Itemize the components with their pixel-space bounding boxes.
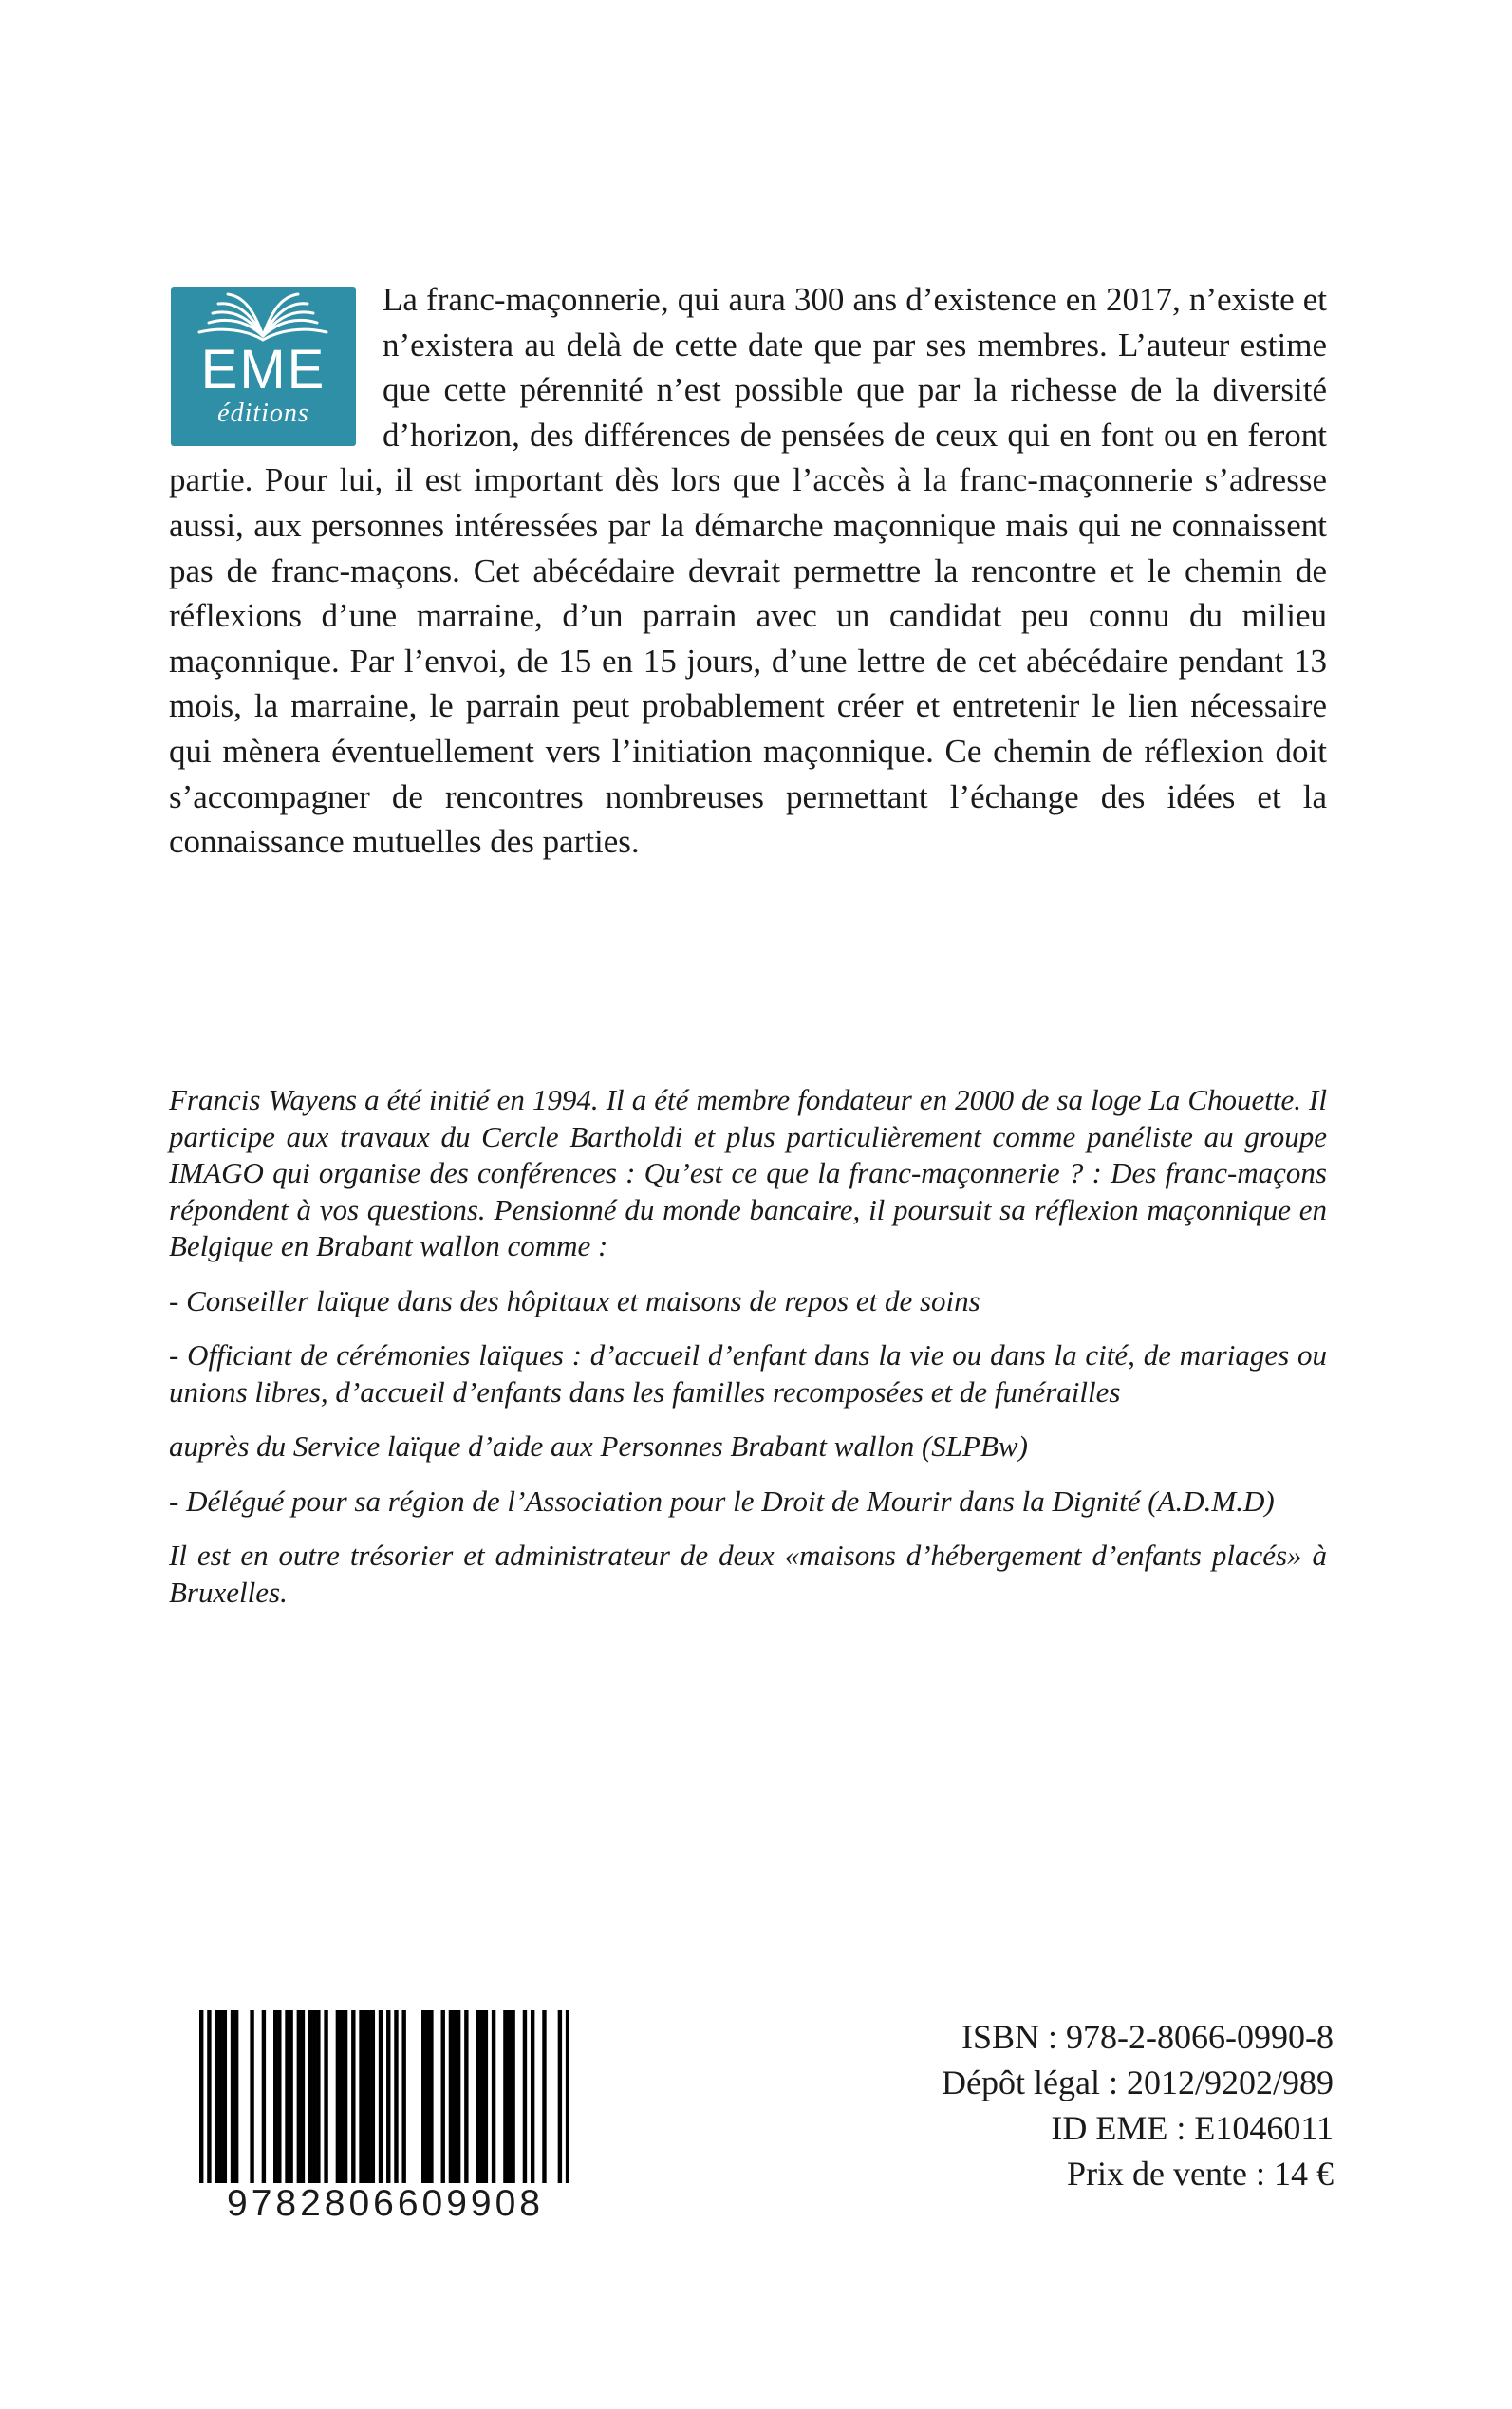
barcode-bar <box>453 2010 457 2183</box>
barcode-bars <box>199 2010 569 2183</box>
barcode-bar <box>336 2010 340 2183</box>
barcode-bar <box>379 2010 383 2183</box>
bio-paragraph: Francis Wayens a été initié en 1994. Il a été membre fondateur en 2000 de sa loge La Chouette. Il participe aux travaux du Cercle Bartholdi et plus particulièrement comme panéliste au groupe IMAGO qui organise des conférences : Qu’est ce que la franc-maçonnerie ? : Des franc-maçons répondent à vos questions. Pensionné du monde bancaire, il poursuit sa réflexion maçonnique en Belgique en Brabant wallon comme : <box>169 1083 1327 1262</box>
barcode-bar <box>480 2010 484 2183</box>
bio-paragraph: - Conseiller laïque dans des hôpitaux et maisons de repos et de soins <box>169 1283 980 1317</box>
barcode-bar <box>234 2010 238 2183</box>
barcode-bar <box>507 2010 511 2183</box>
bio-paragraph: - Délégué pour sa région de l’Association pour le Droit de Mourir dans la Dignité (A.D.M.D) <box>169 1484 1275 1518</box>
barcode-bar <box>421 2010 425 2183</box>
summary-paragraph: La franc-maçonnerie, qui aura 300 ans d’existence en 2017, n’existe et n’existera au delà de cette date que par ses membres. L’auteur estime que cette pérennité n’est possible que par la richesse de la diversité d’horizon, des différences de pensées de ceux qui en font ou en feront partie. Pour lui, il est important dès lors que l’accès à la franc-maçonnerie s’adresse aussi, aux personnes intéressées par la démarche maçonnique mais qui ne connaissent pas de franc-maçons. Cet abécédaire devrait permettre la rencontre et le chemin de réflexions d’une marraine, d’un parrain avec un candidat peu connu du milieu maçonnique. Par l’envoi, de 15 en 15 jours, d’une lettre de cet abécédaire pendant 13 mois, la marraine, le parrain peut probablement créer et entretenir le lien nécessaire qui mènera éventuellement vers l’initiation maçonnique. Ce chemin de réflexion doit s’accompagner de rencontres nombreuses permettant l’échange des idées et la connaissance mutuelles des parties. <box>169 281 1327 861</box>
bio-paragraph: auprès du Service laïque d’aide aux Personnes Brabant wallon (SLPBw) <box>169 1429 1028 1463</box>
barcode-bar <box>566 2010 569 2183</box>
barcode-bar <box>558 2010 562 2183</box>
barcode-bar <box>297 2010 301 2183</box>
barcode-bar <box>401 2010 405 2183</box>
barcode-bar <box>386 2010 390 2183</box>
barcode-bar <box>449 2010 453 2183</box>
barcode-bar <box>464 2010 468 2183</box>
barcode-bar <box>371 2010 375 2183</box>
barcode-bar <box>429 2010 433 2183</box>
barcode-bar <box>492 2010 495 2183</box>
barcode-bar <box>219 2010 223 2183</box>
barcode-bar <box>441 2010 445 2183</box>
barcode-bar <box>457 2010 460 2183</box>
barcode-bar <box>316 2010 320 2183</box>
barcode-bar <box>367 2010 371 2183</box>
barcode-bar <box>351 2010 355 2183</box>
author-biography <box>169 1082 1327 1629</box>
barcode-bar <box>199 2010 203 2183</box>
barcode-bar <box>223 2010 227 2183</box>
bio-paragraph: Il est en outre trésorier et administrateur de deux «maisons d’hébergement d’enfants placés» à Bruxelles. <box>169 1539 1327 1609</box>
barcode-bar <box>531 2010 534 2183</box>
isbn-line: ISBN : 978-2-8066-0990-8 <box>961 2018 1334 2056</box>
barcode-bar <box>285 2010 289 2183</box>
barcode-bar <box>425 2010 429 2183</box>
barcode-bar <box>476 2010 479 2183</box>
barcode-bar <box>289 2010 292 2183</box>
barcode-bar <box>363 2010 366 2183</box>
barcode-bar <box>207 2010 211 2183</box>
barcode-bar <box>542 2010 546 2183</box>
barcode-bar <box>262 2010 266 2183</box>
price-line: Prix de vente : 14 € <box>1067 2155 1334 2193</box>
barcode-bar <box>301 2010 305 2183</box>
logo-subtitle: éditions <box>217 399 309 428</box>
bio-paragraph: - Officiant de cérémonies laïques : d’accueil d’enfant dans la vie ou dans la cité, de mariages ou unions libres, d’accueil d’enfants dans les familles recomposées et de funérailles <box>169 1338 1327 1409</box>
barcode-bar <box>250 2010 253 2183</box>
barcode-bar <box>231 2010 234 2183</box>
barcode-bar <box>511 2010 514 2183</box>
barcode-bar <box>523 2010 527 2183</box>
barcode-bar <box>308 2010 312 2183</box>
depot-legal-line: Dépôt légal : 2012/9202/989 <box>942 2064 1334 2101</box>
publication-info <box>835 2014 1334 2196</box>
id-eme-line: ID EME : E1046011 <box>1051 2109 1334 2147</box>
logo-brand: EME <box>200 339 327 401</box>
barcode-bar <box>324 2010 327 2183</box>
barcode-bar <box>359 2010 363 2183</box>
barcode-bar <box>503 2010 507 2183</box>
barcode-bar <box>394 2010 398 2183</box>
isbn-barcode <box>199 2010 569 2183</box>
barcode-bar <box>344 2010 347 2183</box>
barcode-bar <box>277 2010 281 2183</box>
barcode-bar <box>340 2010 344 2183</box>
barcode-bar <box>215 2010 218 2183</box>
barcode-bar <box>273 2010 277 2183</box>
barcode-bar <box>484 2010 488 2183</box>
barcode-digits: 9782806609908 <box>227 2183 544 2224</box>
barcode-bar <box>312 2010 316 2183</box>
